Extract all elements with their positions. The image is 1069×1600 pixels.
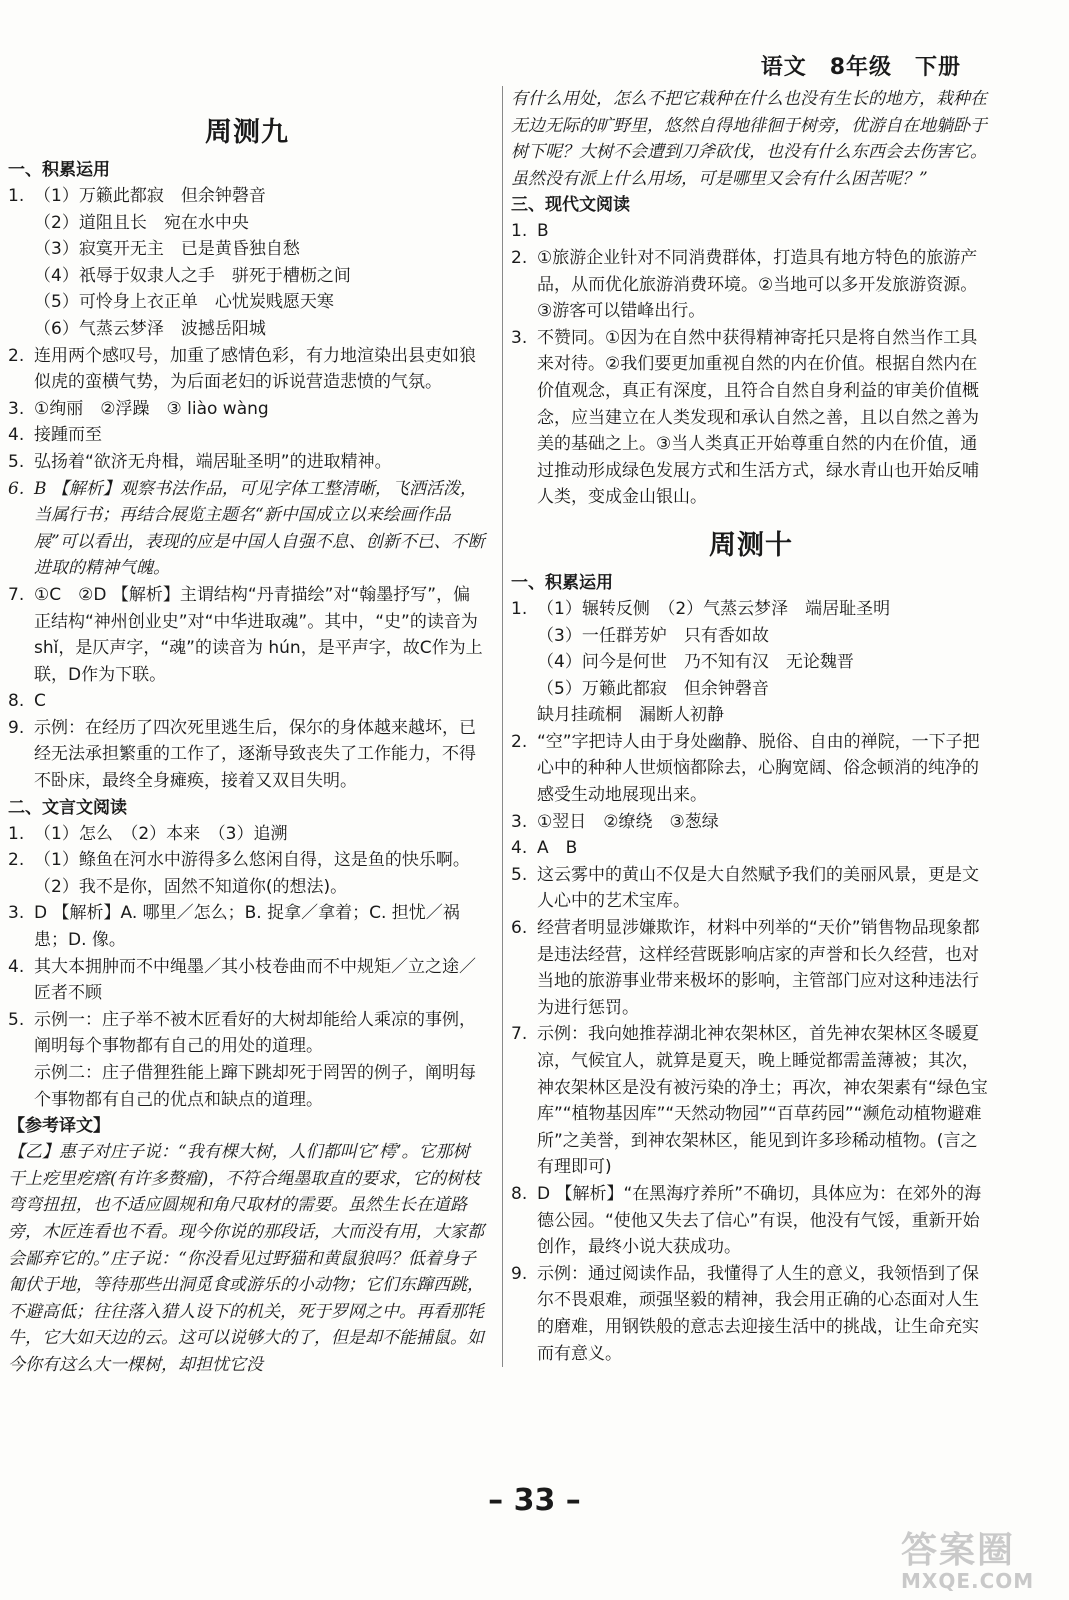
answer-2: 2. 连用两个感叹号，加重了感情色彩，有力地渲染出县吏如狼似虎的蛮横气势，为后面老妇的诉说营造悲愤的气氛。	[8, 345, 476, 393]
reading-answer-5b: 示例二：庄子借狸狌能上蹿下跳却死于罔罟的例子，阐明每个事物都有自己的优点和缺点的道理。	[34, 1063, 476, 1110]
modern-answer-2: 2. ①旅游企业针对不同消费群体，打造具有地方特色的旅游产品，从而优化旅游消费环境。②当地可以多开发旅游资源。③游客可以错峰出行。	[511, 247, 978, 322]
translation-continued: 有什么用处，怎么不把它栽种在什么也没有生长的地方，栽种在无边无际的旷野里，悠然自得地徘徊于树旁，优游自在地躺卧于树下呢？大树不会遭到刀斧砍伐，也没有什么东西会去伤害它。虽然没有派上什么用场，可是哪里又会有什么困苦呢？”	[511, 89, 987, 189]
answer-9: 9. 示例：通过阅读作品，我懂得了人生的意义，我领悟到了保尔不畏艰难，顽强坚毅的精神，我会用正确的心态面对人生的磨难，用钢铁般的意志去迎接生活中的挑战，让生命充实而有意义。	[511, 1263, 979, 1364]
reading-answer-2b: （2）我不是你，固然不知道你(的想法)。	[34, 876, 348, 897]
answer-5: 5. 弘扬着“欲济无舟楫，端居耻圣明”的进取精神。	[8, 451, 392, 472]
answer-1: 1. （1）万籁此都寂 但余钟磬音 （2）道阻且长 宛在水中央 （3）寂寞开无主 已是黄昏独自愁 （4）祇辱于奴隶人之手 骈死于槽枥之间 （5）可怜身上衣正单 心忧炭贱愿天寒 （6）气蒸云梦泽 波撼岳阳城	[8, 186, 351, 339]
reading-answer-4: 4. 其大本拥肿而不中绳墨／其小枝卷曲而不中规矩／立之途／匠者不顾	[8, 956, 476, 1004]
page-number: – 33 –	[488, 1483, 581, 1518]
section-heading: 二、文言文阅读	[8, 797, 127, 818]
modern-answer-3: 3. 不赞同。①因为在自然中获得精神寄托只是将自然当作工具来对待。②我们要更加重视自然的内在价值。根据自然内在价值观念，真正有深度，且符合自然自身利益的审美价值概念，应当建立在人类发现和承认自然之善，且以自然之善为美的基础之上。③当人类真正开始尊重自然的内在价值，通过推动形成绿色发展方式和生活方式，绿水青山也开始反哺人类，变成金山银山。	[511, 327, 979, 508]
week-title-9: 周测九	[205, 117, 289, 148]
reading-answer-3: 3. D 【解析】A. 哪里／怎么；B. 捉拿／拿着；C. 担忧／祸患；D. 像。	[8, 903, 460, 951]
answer-7: 7. ①C ②D 【解析】主谓结构“丹青描绘”对“翰墨抒写”，偏正结构“神州创业史”对“中华进取魂”。其中，“史”的读音为 shǐ，是仄声字，“魂”的读音为 hún，是平声字，故C作为上联，D作为下联。	[8, 584, 483, 685]
right-column	[502, 86, 991, 1367]
reference-translation: 【乙】惠子对庄子说：“我有棵大树，人们都叫它‘樗’。它那树干上疙里疙瘩(有许多赘瘤)，不符合绳墨取直的要求，它的树枝弯弯扭扭，也不适应圆规和角尺取材的需要。虽然生长在道路旁，木匠连看也不看。现今你说的那段话，大而没有用，大家都会鄙弃它的。”庄子说：“你没看见过野猫和黄鼠狼吗？低着身子匍伏于地，等待那些出洞觅食或游乐的小动物；它们东蹿西跳，不避高低；往往落入猎人设下的机关，死于罗网之中。再看那牦牛，它大如天边的云。这可以说够大的了，但是却不能捕鼠。如今你有这么大一棵树，却担忧它没	[8, 1142, 484, 1375]
reference-title: 【参考译文】	[8, 1116, 110, 1137]
answer-1: 1. （1）辗转反侧 （2）气蒸云梦泽 端居耻圣明 （3）一任群芳妒 只有香如故 （4）问今是何世 乃不知有汉 无论魏晋 （5）万籁此都寂 但余钟磬音 缺月挂疏桐 漏断人初静	[511, 598, 891, 726]
answer-3: 3. ①绚丽 ②浮躁 ③ liào wàng	[8, 398, 269, 419]
reading-answer-2: 2. （1）鲦鱼在河水中游得多么悠闲自得，这是鱼的快乐啊。	[8, 850, 470, 871]
answer-9: 9. 示例：在经历了四次死里逃生后，保尔的身体越来越坏，已经无法承担繁重的工作了，逐渐导致丧失了工作能力，不得不卧床，最终全身瘫痪，接着又双目失明。	[8, 717, 476, 792]
answer-4: 4. A B	[511, 838, 578, 859]
answer-3: 3. ①翌日 ②缭绕 ③葱绿	[511, 811, 719, 832]
modern-answer-1: 1. B	[511, 221, 549, 242]
answer-6: 6. B 【解析】观察书法作品，可见字体工整清晰，飞洒活泼，当属行书；再结合展览主题名“新中国成立以来绘画作品展”可以看出，表现的应是中国人自强不息、创新不已、不断进取的精神气魄。	[8, 478, 485, 579]
answer-5: 5. 这云雾中的黄山不仅是大自然赋予我们的美丽风景，更是文人心中的艺术宝库。	[511, 864, 979, 912]
answer-7: 7. 示例：我向她推荐湖北神农架林区，首先神农架林区冬暖夏凉，气候宜人，就算是夏天，晚上睡觉都需盖薄被；其次，神农架林区是没有被污染的净土；再次，神农架素有“绿色宝库”“植物基因库”“天然动物园”“百草药园”“濒危动植物避难所”之美誉，到神农架林区，能见到许多珍稀动植物。(言之有理即可)	[511, 1024, 988, 1178]
section-heading: 三、现代文阅读	[511, 195, 630, 216]
reading-answer-5: 5. 示例一：庄子举不被木匠看好的大树却能给人乘凉的事例，阐明每个事物都有自己的用处的道理。	[8, 1009, 476, 1057]
watermark-logo: 答案圈 MXQE.COM	[901, 1530, 1035, 1593]
section-heading: 一、积累运用	[511, 572, 613, 593]
answer-2: 2. “空”字把诗人由于身处幽静、脱俗、自由的禅院，一下子把心中的种种人世烦恼都除去，心胸宽阔、俗念顿消的纯净的感受生动地展现出来。	[511, 731, 980, 806]
answer-6: 6. 经营者明显涉嫌欺诈，材料中列举的“天价”销售物品现象都是违法经营，这样经营既影响店家的声誉和长久经营，也对当地的旅游事业带来极坏的影响，主管部门应对这种违法行为进行惩罚。	[511, 918, 980, 1018]
reading-answer-1: 1. （1）怎么 （2）本来 （3）追溯	[8, 823, 288, 844]
answer-8: 8. C	[8, 691, 46, 712]
left-column	[8, 92, 486, 1379]
section-heading: 一、积累运用	[8, 160, 110, 180]
answer-4: 4. 接踵而至	[8, 425, 102, 446]
answer-8: 8. D 【解析】“在黑海疗养所”不确切，具体应为：在郊外的海德公园。“使他又失去了信心”有误，他没有气馁，重新开始创作，最终小说大获成功。	[511, 1183, 982, 1258]
page-header: 语文 8年级 下册	[760, 55, 961, 80]
week-title-10: 周测十	[709, 529, 793, 561]
